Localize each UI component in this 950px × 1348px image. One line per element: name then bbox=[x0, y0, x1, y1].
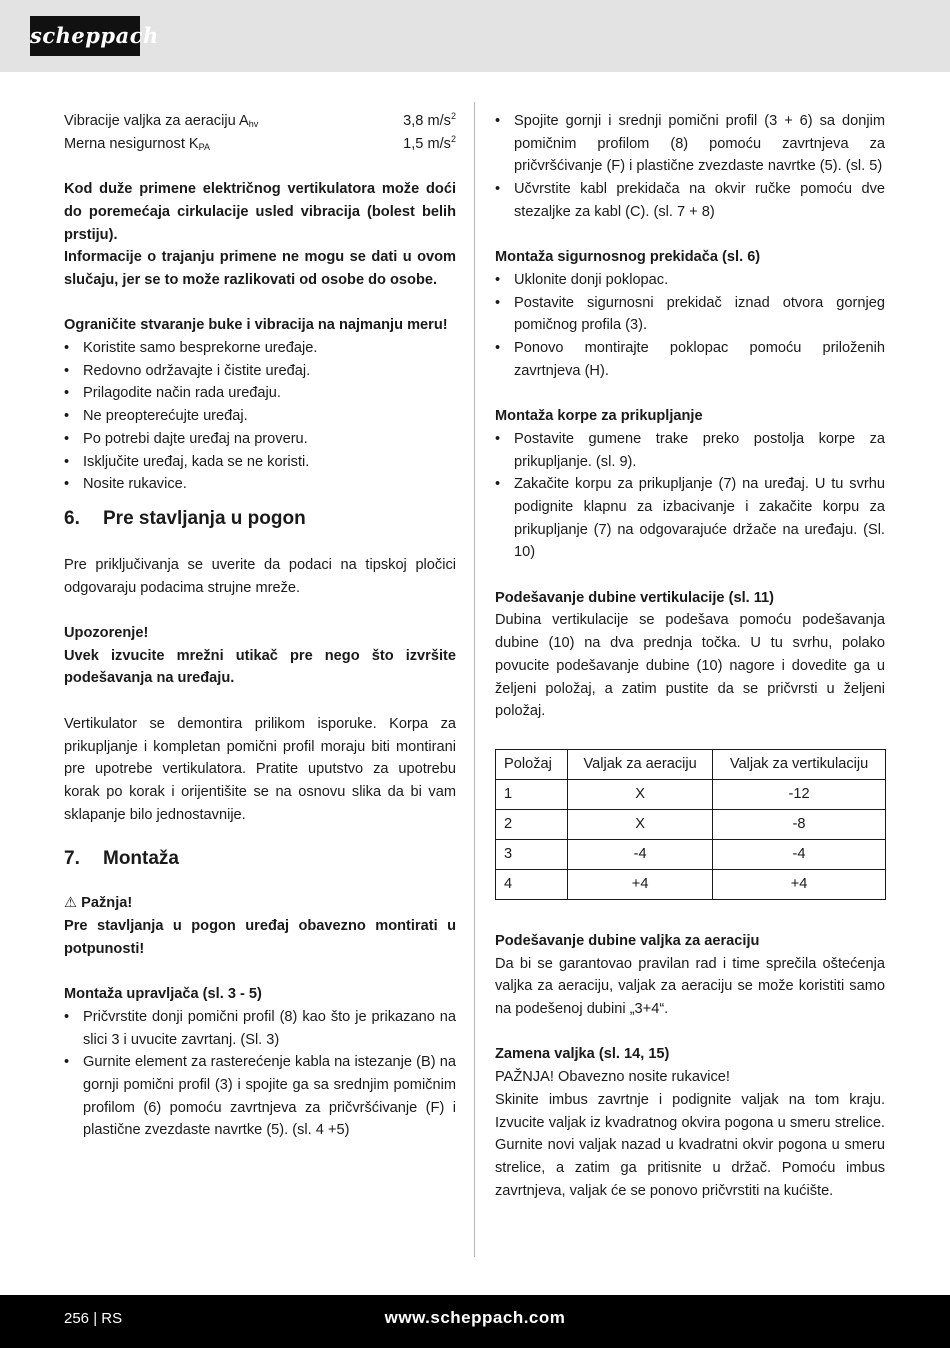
limit-noise-heading: Ograničite stvaranje buke i vibracija na najmanju meru! bbox=[64, 317, 448, 334]
warning-label: Upozorenje! bbox=[64, 625, 149, 642]
table-cell: -4 bbox=[713, 839, 886, 869]
list-item: • Koristite samo besprekorne uređaje. bbox=[64, 337, 456, 360]
table-row bbox=[496, 809, 886, 839]
table-cell: +4 bbox=[568, 869, 713, 899]
table-cell: -4 bbox=[568, 839, 713, 869]
table-row bbox=[496, 869, 886, 899]
roller-replace-text: Skinite imbus zavrtnje i podignite valjak na tom kraju. Izvucite valjak iz kvadratnog okvira pogona u smeru strelice. Gurnite novi valjak nazad u kvadratni okvir pogona u smeru strelice, a zatim ga pritisnite u držač. Pomoću imbus zavrtnjeva, valjak će se ponovo pričvrstiti na kućište. bbox=[495, 1091, 885, 1199]
spec-label: Vibracije valjka za aeraciju A bbox=[64, 113, 249, 129]
attention-label: ⚠ Pažnja! bbox=[64, 895, 133, 912]
aeration-depth-text: Da bi se garantovao pravilan rad i time sprečila oštećenja valjka za aeraciju, valjak za aeraciju se može koristiti samo na podešenoj dubini „3+4“. bbox=[495, 955, 885, 1018]
roller-replace-attention: PAŽNJA! Obavezno nosite rukavice! bbox=[495, 1069, 730, 1086]
list-item: • Nosite rukavice. bbox=[64, 473, 456, 496]
vibration-warning-text: Kod duže primene električnog vertikulatora može doći do poremećaja cirkulacije usled vibracija (bolest belih prstiju). bbox=[64, 181, 456, 243]
table-cell: -12 bbox=[713, 779, 886, 809]
power-check-text: Pre priključivanja se uverite da podaci na tipskoj pločici odgovaraju podacima strujne mreže. bbox=[64, 556, 456, 596]
depth-settings-table bbox=[495, 749, 886, 900]
table-cell: 1 bbox=[496, 779, 568, 809]
basket-heading: Montaža korpe za prikupljanje bbox=[495, 408, 703, 425]
table-cell: +4 bbox=[713, 869, 886, 899]
list-item: • Gurnite element za rasterećenje kabla na istezanje (B) na gornji pomični profil (3) i spojite ga sa srednjim pomičnim profilom (6) pomoću zavrtnjeva za pričvršćivanje (F) i plastične zvezdaste navrtke (5). (sl. 4 +5) bbox=[64, 1051, 456, 1142]
handle-assembly-heading: Montaža upravljača (sl. 3 - 5) bbox=[64, 986, 262, 1003]
table-header: Valjak za vertikulaciju bbox=[713, 749, 886, 779]
basket-list bbox=[495, 428, 885, 564]
attention-text: Pre stavljanja u pogon uređaj obavezno montirati u potpunosti! bbox=[64, 918, 456, 957]
right-column bbox=[495, 110, 885, 1202]
left-column bbox=[64, 110, 456, 1142]
table-header: Valjak za aeraciju bbox=[568, 749, 713, 779]
page-footer bbox=[0, 1295, 950, 1348]
spec-value: 3,8 m/s bbox=[403, 113, 451, 129]
spec-measurement-uncertainty bbox=[64, 133, 456, 156]
list-item: • Isključite uređaj, kada se ne koristi. bbox=[64, 451, 456, 474]
delivery-info-text: Vertikulator se demontira prilikom isporuke. Korpa za prikupljanje i kompletan pomični profil moraju biti montirani pre upotrebe vertikulatora. Pratite uputstvo za upotrebu korak po korak i orijentišite se na osnovu slika da bi vam sklapanje bilo jednostavnije. bbox=[64, 715, 456, 823]
spec-superscript: 2 bbox=[450, 133, 456, 144]
spec-value: 1,5 m/s bbox=[403, 135, 451, 152]
table-row bbox=[496, 779, 886, 809]
list-item: • Spojite gornji i srednji pomični profil (3 + 6) sa donjim pomičnim profilom (8) pomoću zavrtnjeva za pričvršćivanje (F) i plastične zvezdaste navrtke (5). (sl. 5) bbox=[495, 110, 885, 178]
column-divider bbox=[474, 102, 475, 1257]
scheppach-logo: scheppach bbox=[30, 16, 140, 56]
page-number: 256 | RS bbox=[64, 1310, 123, 1327]
safety-switch-heading: Montaža sigurnosnog prekidača (sl. 6) bbox=[495, 249, 761, 266]
list-item: • Pričvrstite donji pomični profil (8) kao što je prikazano na slici 3 i uvucite zavrtanj. (Sl. 3) bbox=[64, 1006, 456, 1051]
spec-aeration-vibration bbox=[64, 110, 456, 133]
depth-text: Dubina vertikulacije se podešava pomoću podešavanja dubine (10) na dva prednja točka. U tu svrhu, polako povucite podešavanje dubine (10) nagore i dovedite ga u željeni položaj, a zatim pustite da se pričvrsti u željeni položaj. bbox=[495, 612, 885, 720]
depth-heading: Podešavanje dubine vertikulacije (sl. 11) bbox=[495, 589, 775, 606]
section-title: Pre stavljanja u pogon bbox=[103, 507, 306, 529]
table-cell: -8 bbox=[713, 809, 886, 839]
spec-label: Merna nesigurnost K bbox=[64, 135, 199, 152]
table-header: Položaj bbox=[496, 749, 568, 779]
list-item: • Ponovo montirajte poklopac pomoću priloženih zavrtnjeva (H). bbox=[495, 337, 885, 382]
limit-noise-list bbox=[64, 337, 456, 496]
list-item: • Učvrstite kabl prekidača na okvir ručke pomoću dve stezaljke za kabl (C). (sl. 7 + 8) bbox=[495, 178, 885, 223]
safety-switch-list bbox=[495, 269, 885, 383]
warning-triangle-icon: ⚠ bbox=[64, 895, 78, 912]
list-item: • Uklonite donji poklopac. bbox=[495, 269, 885, 292]
duration-warning-text: Informacije o trajanju primene ne mogu se dati u ovom slučaju, jer se to može razlikovati od osobe do osobe. bbox=[64, 249, 456, 288]
handle-assembly-list bbox=[64, 1006, 456, 1142]
spec-superscript: 2 bbox=[450, 111, 456, 121]
table-cell: 2 bbox=[496, 809, 568, 839]
warning-text: Uvek izvucite mrežni utikač pre nego što izvršite podešavanja na uređaju. bbox=[64, 647, 456, 687]
page-header bbox=[0, 0, 950, 72]
website-link[interactable]: www.scheppach.com bbox=[384, 1308, 566, 1327]
list-item: • Prilagodite način rada uređaju. bbox=[64, 382, 456, 405]
section-6-heading bbox=[64, 502, 456, 536]
list-item: • Po potrebi dajte uređaj na proveru. bbox=[64, 428, 456, 451]
table-cell: X bbox=[568, 779, 713, 809]
table-header-row bbox=[496, 749, 886, 779]
section-7-heading bbox=[64, 842, 456, 876]
list-item: • Postavite sigurnosni prekidač iznad otvora gornjeg pomičnog profila (3). bbox=[495, 292, 885, 337]
spec-subscript: PA bbox=[198, 141, 211, 152]
list-item: • Zakačite korpu za prikupljanje (7) na uređaj. U tu svrhu podignite klapnu za izbacivanje i zakačite korpu za prikupljanje (7) na odgovarajuće držače na uređaju. (Sl. 10) bbox=[495, 473, 885, 564]
aeration-depth-heading: Podešavanje dubine valjka za aeraciju bbox=[495, 932, 760, 949]
section-number: 6. bbox=[64, 507, 80, 529]
section-title: Montaža bbox=[103, 848, 179, 870]
table-row bbox=[496, 839, 886, 869]
spec-subscript: hv bbox=[248, 119, 259, 129]
table-cell: X bbox=[568, 809, 713, 839]
table-cell: 3 bbox=[496, 839, 568, 869]
section-number: 7. bbox=[64, 848, 80, 870]
list-item: • Ne preopterećujte uređaj. bbox=[64, 405, 456, 428]
roller-replace-heading: Zamena valjka (sl. 14, 15) bbox=[495, 1046, 670, 1063]
handle-assembly-list-continued bbox=[495, 110, 885, 224]
list-item: • Postavite gumene trake preko postolja korpe za prikupljanje. (sl. 9). bbox=[495, 428, 885, 473]
list-item: • Redovno održavajte i čistite uređaj. bbox=[64, 360, 456, 383]
table-cell: 4 bbox=[496, 869, 568, 899]
